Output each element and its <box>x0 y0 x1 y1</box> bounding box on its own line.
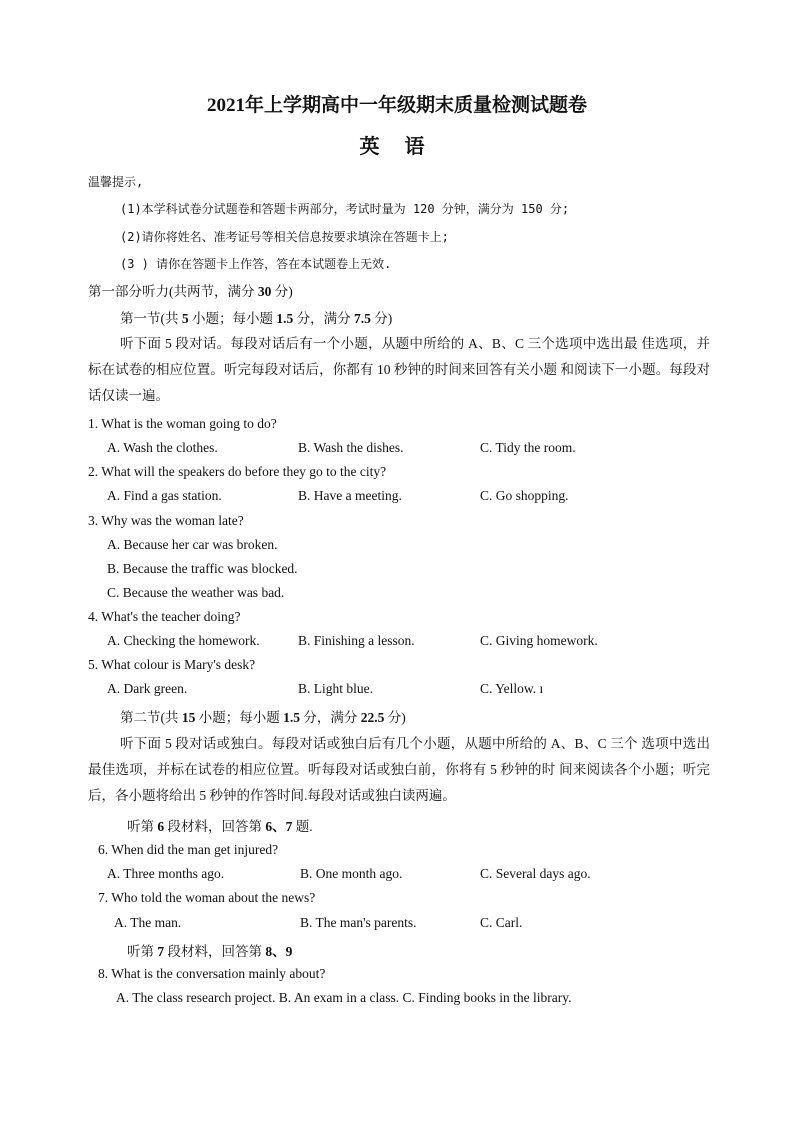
question-1: 1. What is the woman going to do? <box>88 416 277 431</box>
question-4: 4. What's the teacher doing? <box>88 609 241 624</box>
q7-option-c: C. Carl. <box>480 915 523 930</box>
material-7-heading: 听第 7 段材料，回答第 8、9 <box>127 944 293 959</box>
material-6-heading: 听第 6 段材料，回答第 6、7 题. <box>127 819 313 834</box>
question-2: 2. What will the speakers do before they go to the city? <box>88 464 387 479</box>
q6-option-a: A. Three months ago. <box>107 866 225 881</box>
tips-heading: 温馨提示, <box>88 175 144 189</box>
q2-option-b: B. Have a meeting. <box>298 488 402 503</box>
section1-instructions: 听下面 5 段对话。每段对话后有一个小题，从题中所给的 A、B、C 三个选项中选出最 佳选项，并标在试卷的相应位置。听完每段对话后，你都有 10 秒钟的时间来回答有关小题 和阅读下一小题。每段对话仅读一遍。 <box>88 336 710 403</box>
q5-option-c: C. Yellow. ı <box>480 681 544 696</box>
q3-option-b: B. Because the traffic was blocked. <box>107 561 298 576</box>
subject-title: 英 语 <box>359 136 435 158</box>
question-6: 6. When did the man get injured? <box>98 842 279 857</box>
question-8: 8. What is the conversation mainly about? <box>98 966 326 981</box>
tip-item-3: (3 ) 请你在答题卡上作答，答在本试题卷上无效. <box>120 257 392 271</box>
q7-option-a: A. The man. <box>114 915 182 930</box>
q6-option-c: C. Several days ago. <box>480 866 591 881</box>
tip-item-1: (1)本学科试卷分试题卷和答题卡两部分，考试时量为 120 分钟，满分为 150 分; <box>120 202 570 216</box>
tip-item-2: (2)请你将姓名、准考证号等相关信息按要求填涂在答题卡上; <box>120 230 449 244</box>
exam-title: 2021年上学期高中一年级期末质量检测试题卷 <box>206 95 587 116</box>
section1-heading: 第一节(共 5 小题；每小题 1.5 分，满分 7.5 分) <box>120 311 393 326</box>
q1-option-a: A. Wash the clothes. <box>107 440 218 455</box>
section2-heading: 第二节(共 15 小题；每小题 1.5 分，满分 22.5 分) <box>120 710 406 725</box>
q2-option-a: A. Find a gas station. <box>107 488 222 503</box>
q3-option-a: A. Because her car was broken. <box>107 537 278 552</box>
q1-option-b: B. Wash the dishes. <box>298 440 404 455</box>
q8-options: A. The class research project. B. An exam in a class. C. Finding books in the library. <box>116 990 572 1005</box>
question-3: 3. Why was the woman late? <box>88 513 244 528</box>
q7-option-b: B. The man's parents. <box>300 915 417 930</box>
q5-option-b: B. Light blue. <box>298 681 373 696</box>
q3-option-c: C. Because the weather was bad. <box>107 585 285 600</box>
section2-instructions: 听下面 5 段对话或独白。每段对话或独白后有几个小题，从题中所给的 A、B、C 三个 选项中选出最佳选项，并标在试卷的相应位置。听每段对话或独白前，你将有 5 秒钟的时 间来阅读各个小题；听完后，各小题将给出 5 秒钟的作答时间.每段对话或独白读两遍。 <box>88 736 710 803</box>
question-7: 7. Who told the woman about the news? <box>98 890 316 905</box>
q5-option-a: A. Dark green. <box>107 681 188 696</box>
q1-option-c: C. Tidy the room. <box>480 440 576 455</box>
q4-option-c: C. Giving homework. <box>480 633 598 648</box>
q4-option-a: A. Checking the homework. <box>107 633 260 648</box>
q4-option-b: B. Finishing a lesson. <box>298 633 415 648</box>
q6-option-b: B. One month ago. <box>300 866 403 881</box>
question-5: 5. What colour is Mary's desk? <box>88 657 256 672</box>
q2-option-c: C. Go shopping. <box>480 488 569 503</box>
part1-heading: 第一部分听力(共两节，满分 30 分) <box>88 284 293 299</box>
